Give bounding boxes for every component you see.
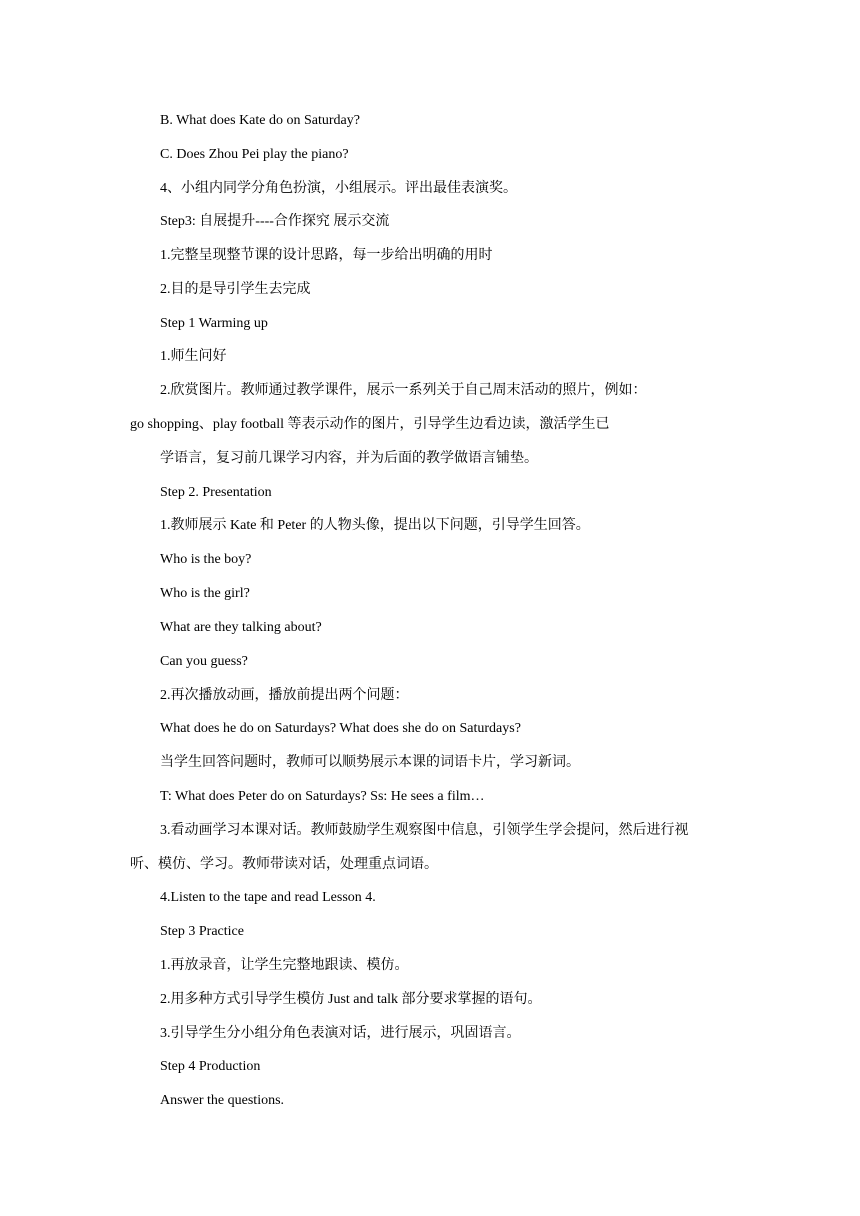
- text-line: B. What does Kate do on Saturday?: [160, 113, 360, 128]
- text-line: What are they talking about?: [160, 620, 322, 635]
- text-line: 2.目的是导引学生去完成: [160, 282, 311, 297]
- text-line: Answer the questions.: [160, 1093, 285, 1108]
- text-line: 2.再次播放动画，播放前提出两个问题：: [160, 688, 409, 703]
- text-line: 听、模仿、学习。教师带读对话，处理重点词语。: [130, 857, 438, 872]
- text-line: Can you guess?: [160, 654, 248, 669]
- text-line: Step 2. Presentation: [160, 485, 272, 500]
- text-line: What does he do on Saturdays? What does she do on Saturdays?: [160, 721, 521, 736]
- text-line: C. Does Zhou Pei play the piano?: [160, 147, 349, 162]
- text-line: 学语言，复习前几课学习内容，并为后面的教学做语言铺垫。: [160, 451, 538, 466]
- text-line: 2.欣赏图片。教师通过教学课件，展示一系列关于自己周末活动的照片，例如：: [160, 383, 647, 398]
- text-line: 1.教师展示 Kate 和 Peter 的人物头像，提出以下问题，引导学生回答。: [160, 518, 590, 533]
- text-line: 2.用多种方式引导学生模仿 Just and talk 部分要求掌握的语句。: [160, 992, 542, 1007]
- text-line: 4.Listen to the tape and read Lesson 4.: [160, 890, 376, 905]
- text-line: Who is the boy?: [160, 552, 252, 567]
- text-line: Step 4 Production: [160, 1059, 261, 1074]
- text-line: 3.引导学生分小组分角色表演对话，进行展示，巩固语言。: [160, 1026, 521, 1041]
- text-line: 1.完整呈现整节课的设计思路，每一步给出明确的用时: [160, 248, 493, 263]
- text-line: 4、小组内同学分角色扮演，小组展示。评出最佳表演奖。: [160, 181, 517, 196]
- text-line: 3.看动画学习本课对话。教师鼓励学生观察图中信息，引领学生学会提问，然后进行视: [160, 823, 689, 838]
- text-line: Step 3 Practice: [160, 924, 244, 939]
- text-line: 1.再放录音，让学生完整地跟读、模仿。: [160, 958, 409, 973]
- text-line: Step 1 Warming up: [160, 316, 268, 331]
- text-line: 当学生回答问题时，教师可以顺势展示本课的词语卡片，学习新词。: [160, 755, 580, 770]
- text-line: Step3: 自展提升----合作探究 展示交流: [160, 214, 390, 229]
- text-line: go shopping、play football 等表示动作的图片，引导学生边看边读，激活学生已: [130, 417, 610, 432]
- text-line: 1.师生问好: [160, 349, 227, 364]
- text-line: T: What does Peter do on Saturdays? Ss: He sees a film…: [160, 789, 485, 804]
- text-line: Who is the girl?: [160, 586, 250, 601]
